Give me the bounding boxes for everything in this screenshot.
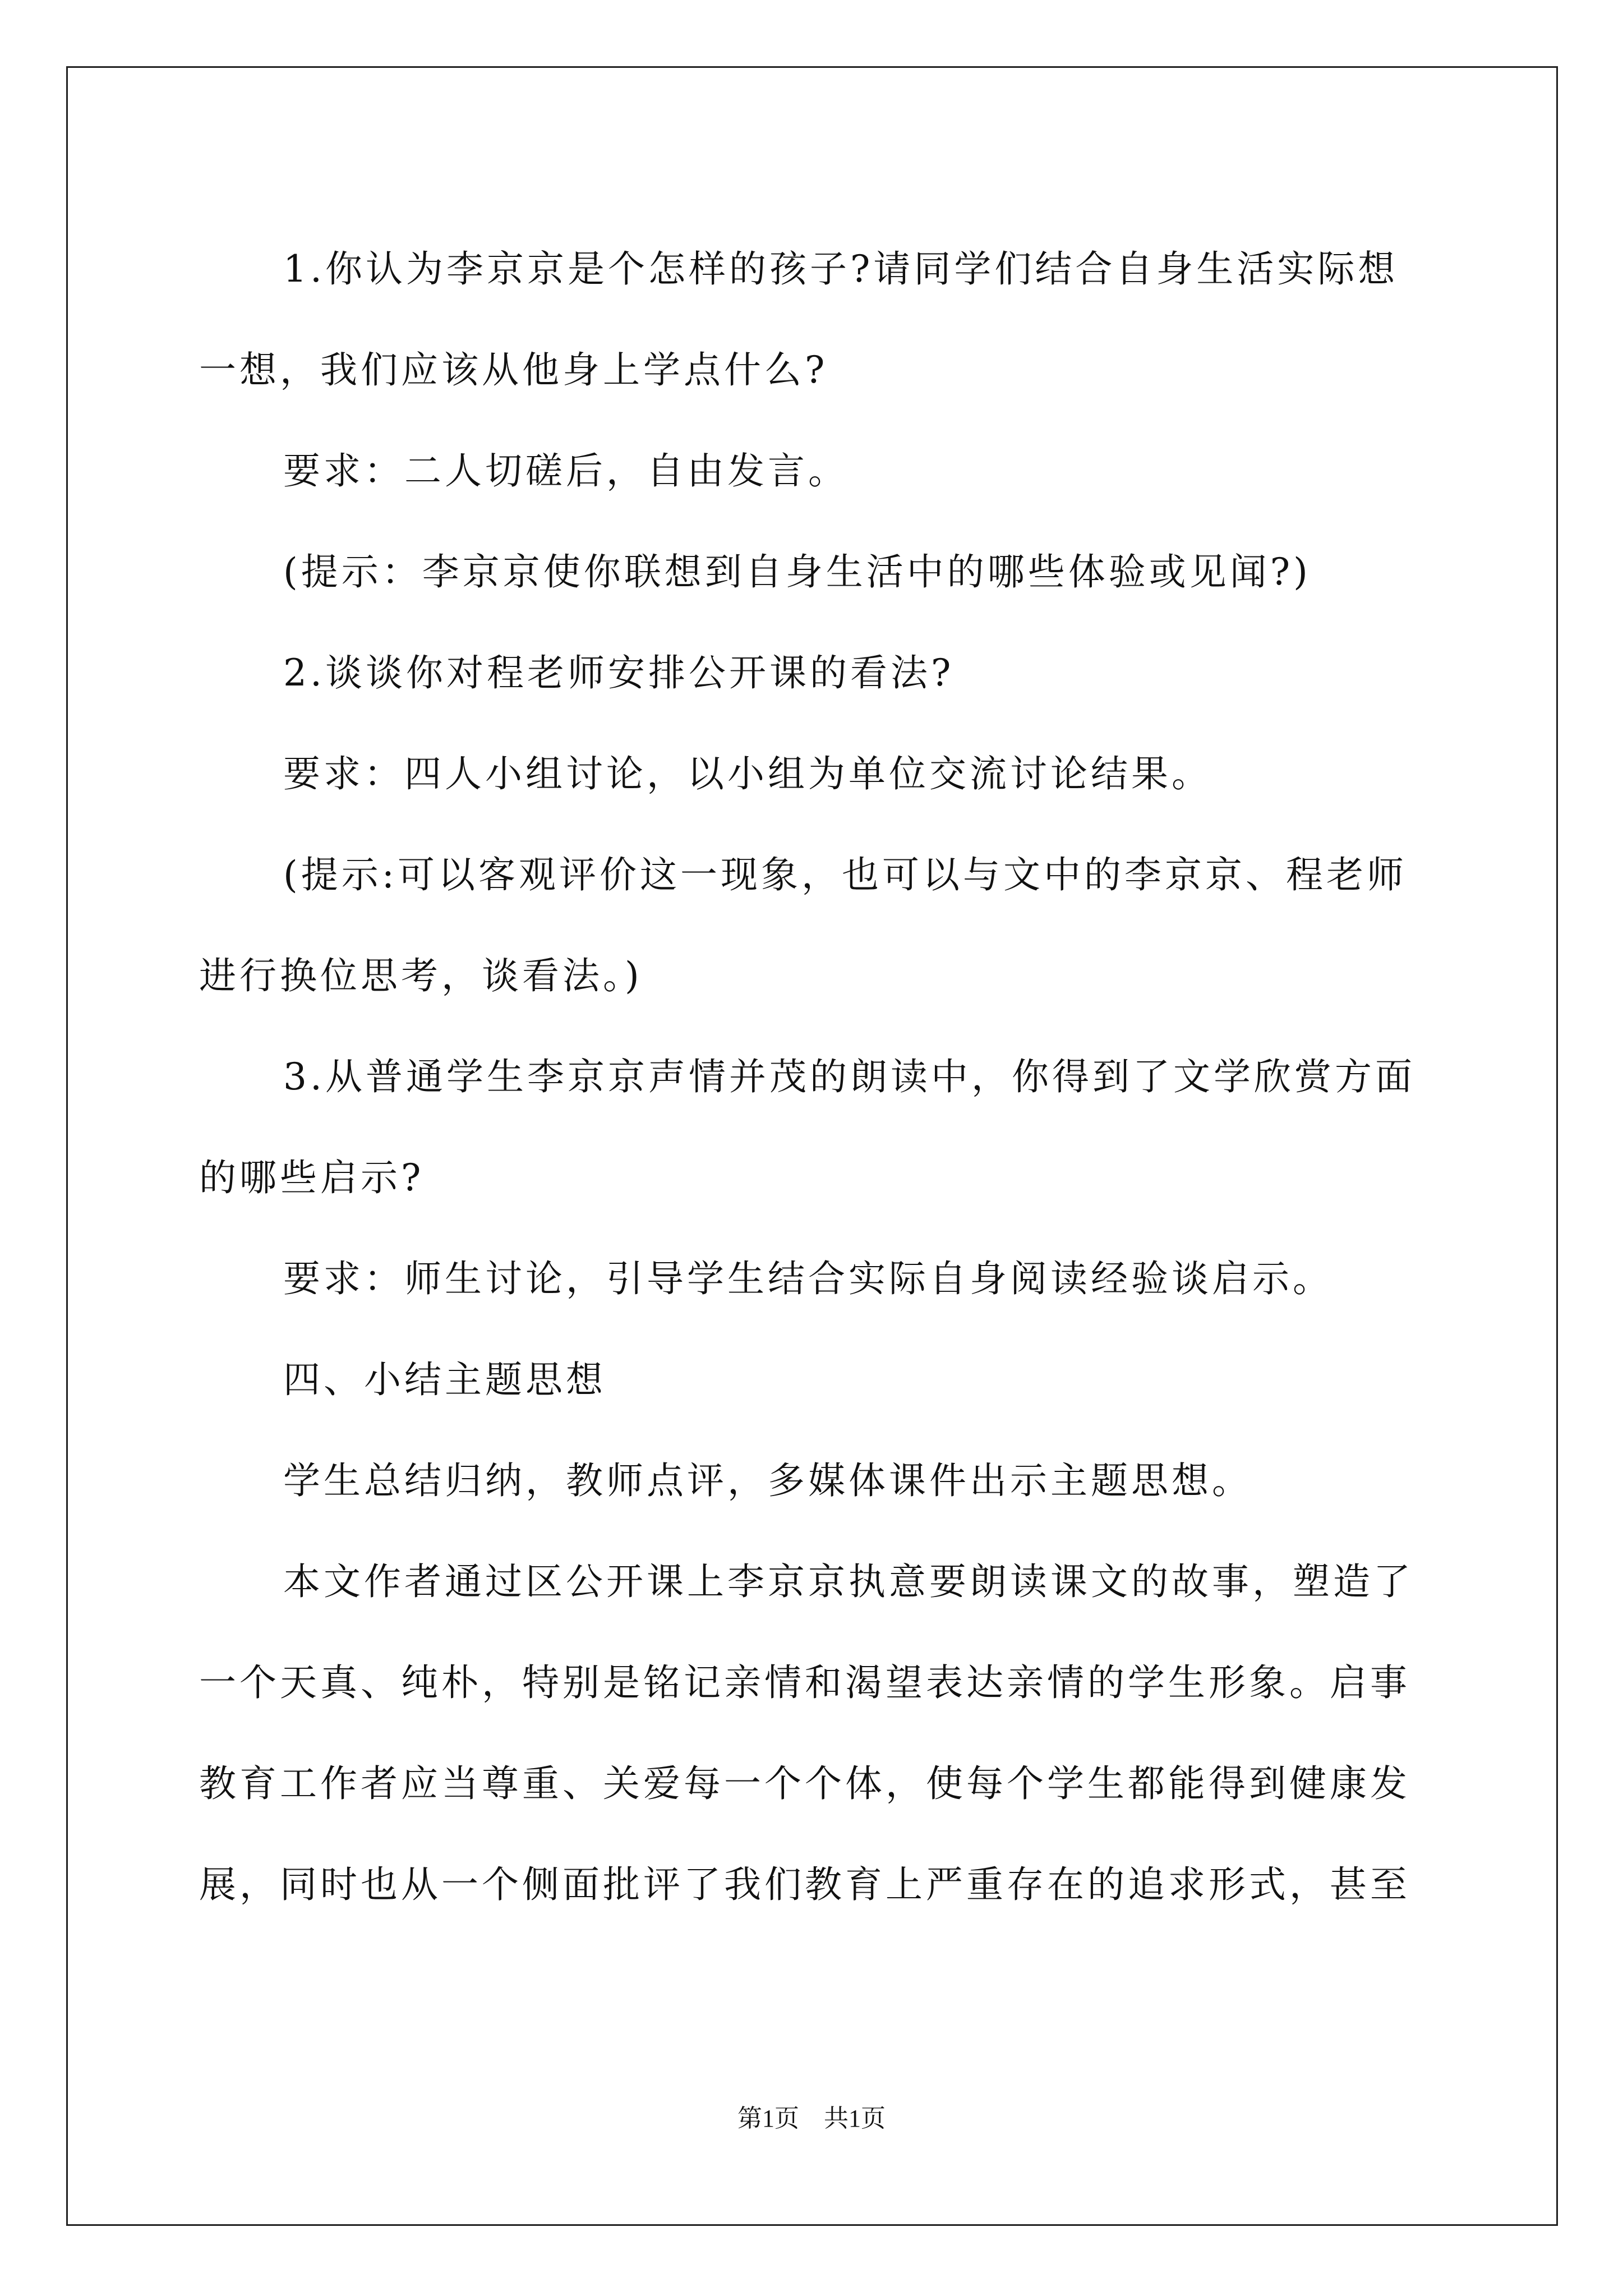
paragraph-requirement-3: 要求：师生讨论，引导学生结合实际自身阅读经验谈启示。: [283, 1257, 1333, 1300]
paragraph-theme: 本文作者通过区公开课上李京京执意要朗读课文的故事，塑造了一个天真、纯朴，特别是铭记亲情和渴望表达亲情的学生形象。启事教育工作者应当尊重、关爱每一个个体，使每个学生都能得到健康发展，同时也从一个侧面批评了我们教育上严重存在的追求形式，甚至: [199, 1560, 1414, 1906]
paragraph-hint-1: (提示：李京京使你联想到自身生活中的哪些体验或见闻?): [283, 550, 1311, 593]
paragraph-requirement-2: 要求：四人小组讨论，以小组为单位交流讨论结果。: [283, 752, 1212, 795]
paragraph-question-3: 3.从普通学生李京京声情并茂的朗读中，你得到了文学欣赏方面的哪些启示?: [199, 1055, 1415, 1199]
paragraph-question-2: 2.谈谈你对程老师安排公开课的看法?: [283, 651, 955, 694]
page-number-footer: 第1页 共1页: [737, 2105, 886, 2132]
paragraph-hint-2: (提示:可以客观评价这一现象，也可以与文中的李京京、程老师进行换位思考，谈看法。): [199, 853, 1407, 997]
paragraph-question-1: 1.你认为李京京是个怎样的孩子?请同学们结合自身生活实际想一想，我们应该从他身上学点什么?: [199, 247, 1399, 392]
section-heading-summary: 四、小结主题思想: [283, 1358, 606, 1401]
paragraph-summary-method: 学生总结归纳，教师点评，多媒体课件出示主题思想。: [283, 1459, 1252, 1502]
document-body: [199, 219, 1427, 1935]
paragraph-requirement-1: 要求：二人切磋后，自由发言。: [283, 449, 849, 493]
